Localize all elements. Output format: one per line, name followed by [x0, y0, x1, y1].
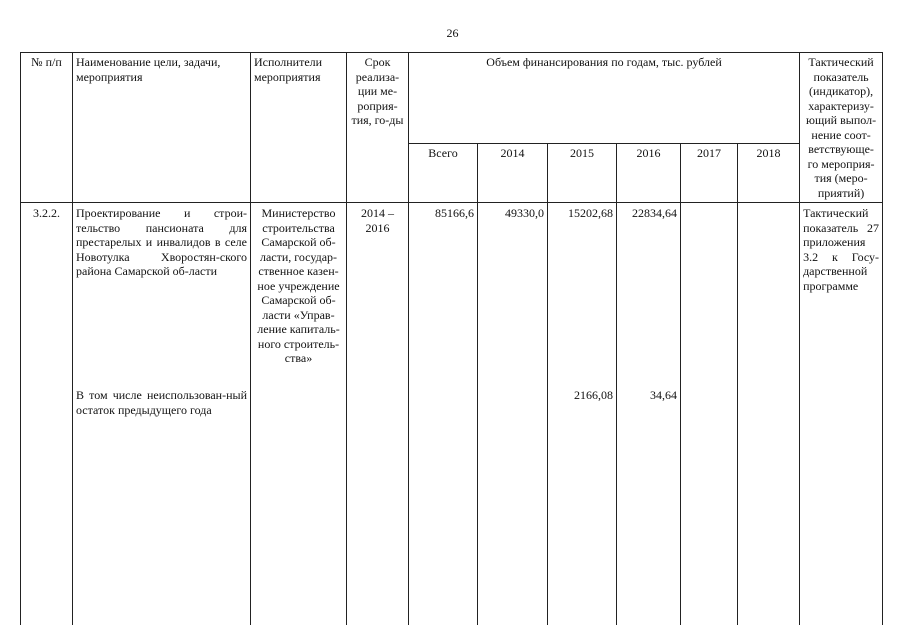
- row-term: [347, 386, 409, 625]
- row-name: Проектирование и строи-тельство пансионата для престарелых и инвалидов в селе Новотулка Хворостян-ского района Самарской об-ласти: [73, 203, 251, 387]
- row-indicator: [800, 386, 883, 625]
- table-row: [21, 386, 883, 625]
- row-num: [21, 386, 73, 625]
- header-year-2014: 2014: [478, 143, 548, 202]
- table-row: [21, 203, 883, 387]
- row-executors: [251, 386, 347, 625]
- row-2017: [681, 203, 738, 387]
- header-executors: Исполнители мероприятия: [251, 53, 347, 203]
- row-total: [409, 386, 478, 625]
- header-year-2018: 2018: [738, 143, 800, 202]
- row-num: 3.2.2.: [21, 203, 73, 387]
- row-executors: Министерство строительства Самарской об-ласти, государ-ственное казен-ное учреждение Самарской об-ласти «Управ-ление капиталь-ного строитель-ства»: [251, 203, 347, 387]
- row-term: 2014 – 2016: [347, 203, 409, 387]
- header-year-2015: 2015: [548, 143, 617, 202]
- header-indicator: Тактический показатель (индикатор), характеризу-ющий выпол-нение соот-ветствующе-го мероприя-тия (меро-приятий): [800, 53, 883, 203]
- row-2014: 49330,0: [478, 203, 548, 387]
- row-2015: 2166,08: [548, 386, 617, 625]
- row-2017: [681, 386, 738, 625]
- header-year-2016: 2016: [617, 143, 681, 202]
- header-name: Наименование цели, задачи, мероприятия: [73, 53, 251, 203]
- row-total: 85166,6: [409, 203, 478, 387]
- row-2014: [478, 386, 548, 625]
- row-2016: 22834,64: [617, 203, 681, 387]
- row-2015: 15202,68: [548, 203, 617, 387]
- header-term: Срок реализа-ции ме-роприя-тия, го-ды: [347, 53, 409, 203]
- page-number: 26: [446, 26, 459, 40]
- header-total: Всего: [409, 143, 478, 202]
- header-financing: Объем финансирования по годам, тыс. рублей: [409, 53, 800, 144]
- financing-table: [20, 52, 883, 625]
- row-2018: [738, 386, 800, 625]
- header-row-top: [21, 53, 883, 144]
- row-name: В том числе неиспользован-ный остаток предыдущего года: [73, 386, 251, 625]
- row-indicator: Тактический показатель 27 приложения 3.2 к Госу-дарственной программе: [800, 203, 883, 387]
- row-2016: 34,64: [617, 386, 681, 625]
- row-2018: [738, 203, 800, 387]
- header-year-2017: 2017: [681, 143, 738, 202]
- header-num: № п/п: [21, 53, 73, 203]
